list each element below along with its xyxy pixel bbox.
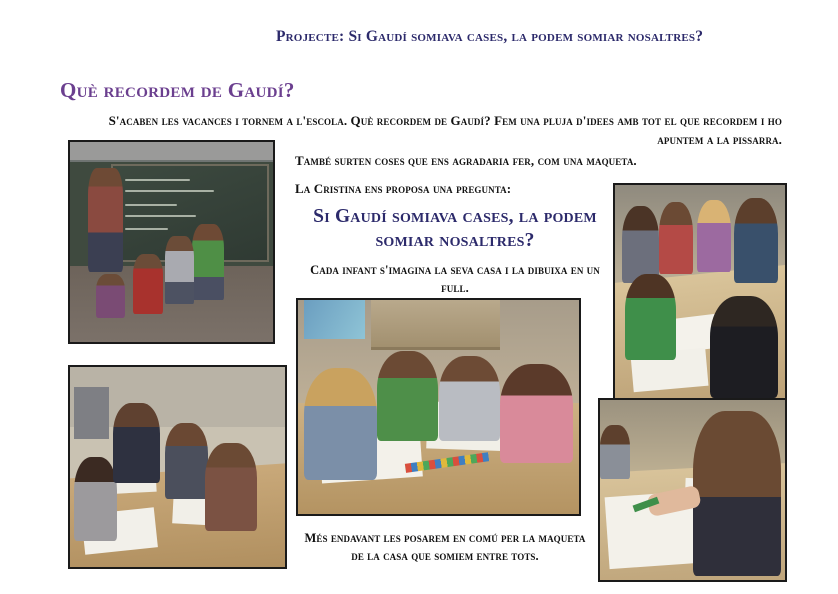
child-figure xyxy=(500,364,573,462)
photo-content xyxy=(600,400,785,580)
paragraph-closing: Més endavant les posarem en comú per la maqueta de la casa que somiem entre tots. xyxy=(304,531,586,564)
child-figure xyxy=(96,274,124,318)
teacher-figure xyxy=(88,168,123,272)
chair xyxy=(74,387,108,439)
photo-content xyxy=(70,142,273,342)
photo-kids-table-right xyxy=(613,183,787,400)
wall-decoration xyxy=(304,300,366,339)
child-figure xyxy=(165,236,193,304)
section-heading: Què recordem de Gaudí? xyxy=(60,78,295,102)
paragraph-question-intro: La Cristina ens proposa una pregunta: xyxy=(295,181,512,196)
child-figure xyxy=(693,411,782,577)
child-figure xyxy=(697,200,731,272)
photo-classroom-blackboard xyxy=(68,140,275,344)
child-figure xyxy=(165,423,208,499)
child-figure xyxy=(622,206,659,283)
photo-content xyxy=(615,185,785,398)
child-figure xyxy=(377,351,439,441)
child-figure xyxy=(74,457,117,541)
child-figure xyxy=(659,202,693,274)
photo-content xyxy=(298,300,579,514)
child-figure xyxy=(625,274,676,359)
photo-kids-drawing-left xyxy=(68,365,287,569)
shelf xyxy=(371,300,500,350)
child-figure xyxy=(600,425,630,479)
paragraph-intro: S'acaben les vacances i tornem a l'escola. Què recordem de Gaudí? Fem una pluja d'idees amb tot el que recordem i ho apuntem a la pissarra. xyxy=(108,113,782,147)
photo-content xyxy=(70,367,285,567)
child-figure xyxy=(133,254,163,314)
photo-girl-drawing-right xyxy=(598,398,787,582)
child-figure xyxy=(439,356,501,442)
paragraph-maqueta: També surten coses que ens agradaria fer, com una maqueta. xyxy=(295,153,637,168)
child-figure xyxy=(192,224,224,300)
photo-kids-drawing-center xyxy=(296,298,581,516)
paragraph-each-child: Cada infant s'imagina la seva casa i la dibuixa en un full. xyxy=(310,263,600,296)
child-figure xyxy=(304,368,377,479)
child-figure xyxy=(205,443,257,531)
child-figure xyxy=(710,296,778,398)
child-figure xyxy=(113,403,160,483)
child-figure xyxy=(734,198,778,283)
project-title: Projecte: Si Gaudí somiava cases, la podem somiar nosaltres? xyxy=(276,28,704,45)
highlighted-question: Si Gaudí somiava cases, la podem somiar nosaltres? xyxy=(313,206,597,252)
